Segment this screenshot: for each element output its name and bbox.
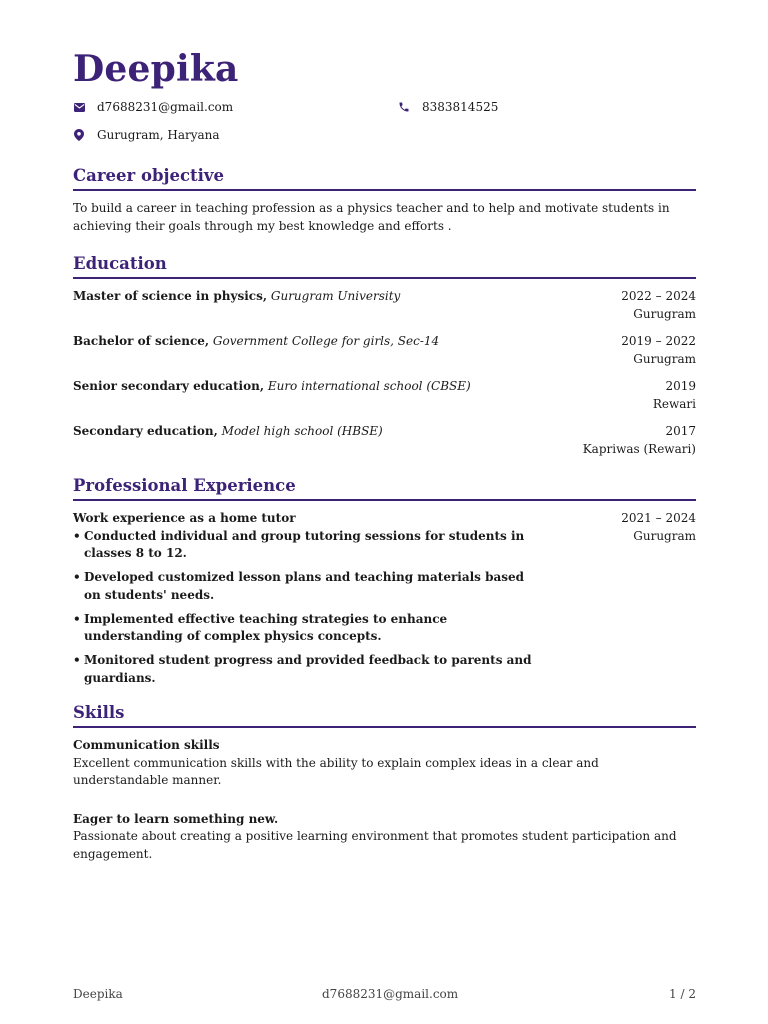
skill-name: Eager to learn something new. [73, 811, 279, 826]
section-title-experience: Professional Experience [73, 476, 696, 501]
education-item [73, 423, 696, 458]
section-title-education: Education [73, 254, 696, 279]
experience-bullet: • Implemented effective teaching strategies to enhance understanding of complex physics concepts. [73, 611, 543, 646]
education-item [73, 378, 696, 413]
section-title-career: Career objective [73, 166, 696, 191]
resume [73, 46, 696, 863]
skill-name: Communication skills [73, 738, 220, 752]
education-degree: Master of science in physics, [73, 289, 268, 303]
education-item [73, 333, 696, 368]
education-list [73, 288, 696, 458]
experience-entry [73, 510, 696, 687]
education-school: Euro international school (CBSE) [267, 379, 471, 393]
experience-place: Gurugram [633, 528, 696, 543]
education-years: 2017 [665, 424, 696, 438]
education-place: Kapriwas (Rewari) [582, 441, 696, 456]
page-footer [73, 986, 696, 1002]
education-school: Government College for girls, Sec-14 [212, 334, 440, 348]
location-contact [73, 127, 220, 143]
candidate-name: Deepika [73, 48, 239, 90]
phone-contact[interactable] [398, 99, 498, 115]
experience-bullets [73, 528, 543, 688]
location-row [73, 127, 696, 143]
education-years: 2019 – 2022 [621, 334, 696, 348]
education-place: Gurugram [633, 306, 696, 321]
email-icon [73, 101, 85, 113]
education-school: Model high school (HBSE) [221, 424, 383, 438]
phone-text[interactable]: 8383814525 [422, 100, 499, 114]
experience-bullet: • Conducted individual and group tutoring sessions for students in classes 8 to 12. [73, 528, 543, 563]
education-years: 2022 – 2024 [621, 289, 696, 303]
phone-icon [398, 101, 410, 113]
section-title-skills: Skills [73, 703, 696, 728]
footer-page-number: 1 / 2 [669, 987, 696, 1001]
education-school: Gurugram University [270, 289, 401, 303]
education-degree: Senior secondary education, [73, 379, 264, 393]
skill-item [73, 811, 696, 864]
education-degree: Secondary education, [73, 424, 218, 438]
skill-item [73, 737, 696, 790]
experience-role: Work experience as a home tutor [73, 511, 296, 525]
experience-years: 2021 – 2024 [621, 511, 696, 525]
email-text[interactable]: d7688231@gmail.com [97, 100, 234, 114]
footer-name: Deepika [73, 987, 123, 1001]
education-place: Rewari [652, 396, 696, 411]
education-item [73, 288, 696, 323]
email-contact[interactable] [73, 99, 398, 115]
footer-email: d7688231@gmail.com [322, 987, 459, 1001]
skill-description: Passionate about creating a positive learning environment that promotes student participation and engagement. [73, 829, 677, 861]
location-pin-icon [73, 129, 85, 141]
location-text: Gurugram, Haryana [97, 128, 220, 142]
experience-bullet: • Monitored student progress and provided feedback to parents and guardians. [73, 652, 543, 687]
education-place: Gurugram [633, 351, 696, 366]
education-years: 2019 [665, 379, 696, 393]
contact-row [73, 99, 696, 115]
education-degree: Bachelor of science, [73, 334, 210, 348]
skill-description: Excellent communication skills with the ability to explain complex ideas in a clear and understandable manner. [73, 755, 599, 787]
career-objective-text: To build a career in teaching profession as a physics teacher and to help and motivate students in achieving their goals through my best knowledge and efforts . [73, 201, 670, 233]
experience-bullet: • Developed customized lesson plans and teaching materials based on students' needs. [73, 569, 543, 604]
